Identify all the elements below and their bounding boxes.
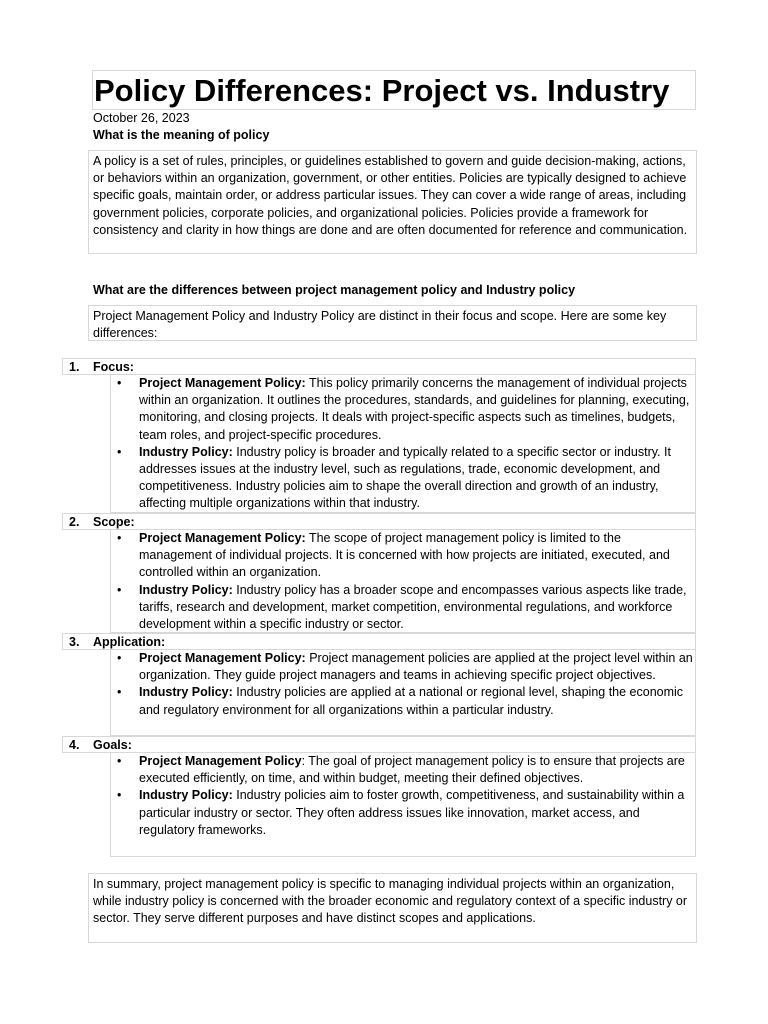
- section-label: Focus:: [93, 360, 134, 374]
- section-label: Application:: [93, 635, 166, 649]
- bullet-term: Industry Policy:: [139, 685, 233, 700]
- section-number: 1.: [69, 360, 80, 374]
- bullet-icon: •: [117, 582, 122, 597]
- bullet-term: Industry Policy:: [139, 582, 233, 597]
- list-item: [111, 684, 695, 718]
- bullet-icon: •: [117, 531, 122, 545]
- list-item: [111, 375, 695, 444]
- list-item: [111, 582, 695, 634]
- section-label: Goals:: [93, 738, 132, 752]
- section-bullets-application: [110, 650, 696, 736]
- paragraph-differences-intro: Project Management Policy and Industry Policy are distinct in their focus and scope. Here are some key differences:: [88, 305, 697, 341]
- section-number: 3.: [69, 635, 80, 649]
- bullet-term: Project Management Policy: [139, 754, 302, 768]
- section-number: 4.: [69, 738, 80, 752]
- bullet-text: : The goal of project management policy is to ensure that projects are executed efficiently, on time, and within budget, meeting their defined objectives.: [139, 754, 685, 786]
- bullet-term: Project Management Policy:: [139, 531, 306, 545]
- bullet-text: Industry policy has a broader scope and encompasses various aspects like trade, tariffs, research and development, market competition, environmental regulations, and workforce development within a specific industry or sector.: [139, 582, 687, 632]
- section-number: 2.: [69, 515, 80, 529]
- list-item: [111, 787, 695, 839]
- bullet-icon: •: [117, 376, 122, 390]
- list-item: [111, 650, 695, 684]
- bullet-term: Project Management Policy:: [139, 376, 306, 390]
- bullet-term: Industry Policy:: [139, 444, 233, 459]
- question-heading-meaning: What is the meaning of policy: [93, 128, 270, 142]
- bullet-icon: •: [117, 444, 122, 459]
- section-heading-application: [62, 633, 696, 650]
- bullet-term: Industry Policy:: [139, 788, 233, 803]
- bullet-icon: •: [117, 685, 122, 700]
- bullet-icon: •: [117, 754, 122, 768]
- question-heading-differences: What are the differences between project management policy and Industry policy: [93, 283, 576, 297]
- document-date: October 26, 2023: [93, 111, 190, 125]
- bullet-text: Industry policy is broader and typically related to a specific sector or industry. It addresses issues at the industry level, such as regulations, trade, economic development, and competitiveness. Industry policies aim to shape the overall direction and growth of an industry, affecting multiple organizations within that industry.: [139, 444, 671, 511]
- document-title: Policy Differences: Project vs. Industry: [92, 70, 696, 110]
- bullet-text: The scope of project management policy is limited to the management of individual projects. It is concerned with how projects are initiated, executed, and controlled within an organization.: [139, 531, 670, 580]
- paragraph-summary: In summary, project management policy is specific to managing individual projects within an organization, while industry policy is concerned with the broader economic and regulatory context of a specific industry or sector. They serve different purposes and have distinct scopes and applications.: [88, 873, 697, 943]
- bullet-text: Project management policies are applied at the project level within an organization. They guide project managers and teams in achieving specific project objectives.: [139, 651, 693, 683]
- list-item: [111, 444, 695, 513]
- paragraph-policy-definition: A policy is a set of rules, principles, or guidelines established to govern and guide decision-making, actions, or behaviors within an organization, government, or other entities. Policies are typically designed to achieve specific goals, maintain order, or address particular issues. They can cover a wide range of areas, including government policies, corporate policies, and organizational policies. Policies provide a framework for consistency and clarity in how things are done and are often documented for reference and communication.: [88, 150, 697, 254]
- bullet-text: This policy primarily concerns the management of individual projects within an organization. It outlines the procedures, standards, and guidelines for planning, executing, monitoring, and closing projects. It deals with project-specific aspects such as timelines, budgets, team roles, and project-specific procedures.: [139, 376, 690, 442]
- list-item: [111, 530, 695, 582]
- bullet-icon: •: [117, 788, 122, 803]
- section-heading-focus: [62, 358, 696, 375]
- bullet-text: Industry policies are applied at a national or regional level, shaping the economic and regulatory environment for all organizations within a particular industry.: [139, 685, 684, 717]
- section-label: Scope:: [93, 515, 135, 529]
- section-bullets-focus: [110, 375, 696, 513]
- section-heading-goals: [62, 736, 696, 753]
- list-item: [111, 753, 695, 787]
- section-bullets-scope: [110, 530, 696, 633]
- section-bullets-goals: [110, 753, 696, 857]
- section-heading-scope: [62, 513, 696, 530]
- bullet-text: Industry policies aim to foster growth, competitiveness, and sustainability within a particular industry or sector. They often address issues like innovation, market access, and regulatory frameworks.: [139, 788, 685, 837]
- bullet-term: Project Management Policy:: [139, 651, 306, 665]
- bullet-icon: •: [117, 651, 122, 665]
